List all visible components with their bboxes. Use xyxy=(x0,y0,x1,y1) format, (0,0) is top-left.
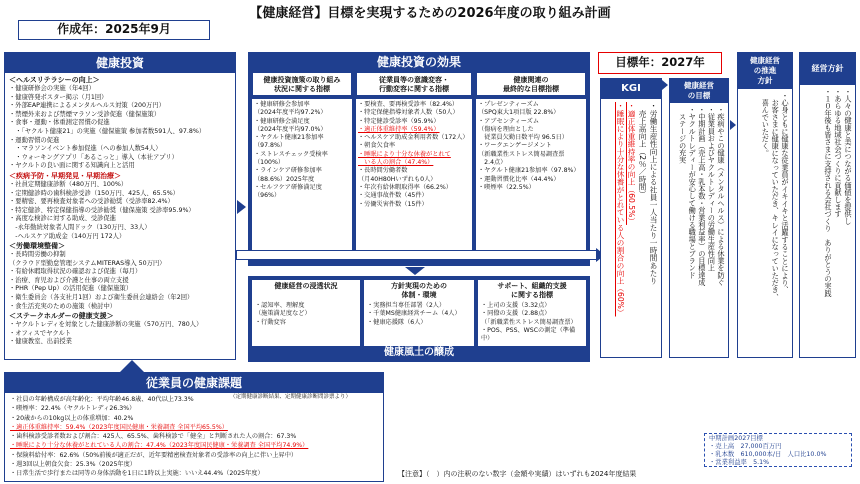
midterm-item: ・乳本数 610,000本/日 人口比10.0% xyxy=(709,451,827,458)
promotion-item: お客さまに健康になっていただき、キレイになっていただき、 xyxy=(771,92,781,301)
effect-item: （2024年度平均97.0%） xyxy=(254,125,327,133)
investment-item: ・ヤクルトの良い面に関する知識向上と活用 xyxy=(9,162,135,170)
employee-issue: ・週3回以上朝食欠食：25.3%（2025年度） xyxy=(10,461,136,469)
effect-card xyxy=(356,72,472,259)
health-investment-header: 健康投資 xyxy=(5,53,235,73)
investment-item: ・長時間労働の抑制 xyxy=(9,251,66,259)
policy-item: ・１０年後も皆さまに支持される会社づくり ありがとうの実践 xyxy=(824,88,833,297)
employee-issue: ・社員の年齢構成が高年齢化：平均年齢46.8歳、40代以上73.3% xyxy=(10,396,194,403)
culture-item: （「新職業性ストレス簡易調査票） xyxy=(481,318,577,326)
policy-item: ・あらゆる地域社会づくりに貢献します xyxy=(834,88,843,218)
employee-issue: ・睡眠により十分な休養がとれている人の割合：47.4%（2023年度国民健康・栄養調査 全国平均74.9%） xyxy=(10,442,309,450)
employee-issue: ・喫煙率：22.4%（ヤクルトレディ26.3%） xyxy=(10,405,136,413)
effect-item: ・健康研修会参加率 xyxy=(254,101,310,108)
effect-item: ・朝食欠食率 xyxy=(358,142,396,150)
investment-item: （クラウド型勤怠管理システムMITERAS導入 50万円） xyxy=(9,259,166,267)
effect-card-title: 健康投資施策の取り組み 状況に関する指標 xyxy=(252,72,352,96)
effects-header: 健康投資の効果 xyxy=(376,55,461,69)
policy-panel xyxy=(799,52,856,358)
effect-item: いる人の割合（47.4%） xyxy=(358,159,434,167)
culture-card-title: 方針実現のための 体制・環境 xyxy=(364,280,474,302)
promotion-panel xyxy=(737,52,793,358)
investment-item: ・禁煙外来および禁煙マラソン受診促進（健保施策） xyxy=(9,110,161,118)
policy-item: ・人々の健康と美につながる価値を提供し xyxy=(844,88,853,225)
midterm-item: ・営業利益率 5.1% xyxy=(709,459,770,466)
investment-item: ・PHR（Pep Up）の活用促進（健保施策） xyxy=(9,285,133,293)
policy-header: 経営方針 xyxy=(800,53,855,85)
effect-item: ・交通事故件数（45件） xyxy=(358,192,428,200)
effect-card-body xyxy=(476,99,586,259)
effect-item: ・ヤクルト健康21参加率（97.8%） xyxy=(478,167,580,175)
goal-body xyxy=(676,103,728,357)
goal-item: ・中期計画（売上高・乳本数・営業利益率）の目標達成 xyxy=(697,106,707,286)
effect-item: （2024年度平均97.2%） xyxy=(254,109,327,117)
midterm-body xyxy=(709,443,847,467)
investment-item: ・定期健診時の歯科検診受診（150万円、425人、65.5%） xyxy=(9,189,179,197)
investment-item: ・衛生委員会（各支社月1回）および衛生委員会連絡会（年2回） xyxy=(9,294,194,302)
page-title: 【健康経営】目標を実現するための2026年度の取り組み計画 xyxy=(249,6,611,21)
investment-item: ・要精密、要再検査対象者への受診勧奨（受診率82.4%） xyxy=(9,198,174,206)
goal-header: 健康経営 の目標 xyxy=(670,79,728,103)
footnote: 【注意】（ ）内の注釈のない数字（金額や実績）はいずれも2024年度結果 xyxy=(398,470,637,478)
effects-cards xyxy=(248,72,590,259)
culture-cards xyxy=(248,276,590,346)
effect-item: ・アブセンティーズム xyxy=(478,117,540,125)
goal-year-box xyxy=(598,52,722,74)
effect-item: ・要検査、要再検受診率（82.4%） xyxy=(358,101,459,108)
investment-item: ・マラソンイベント参加促進（への参加人数54人） xyxy=(9,145,162,153)
effect-item: （97.8%） xyxy=(254,142,287,150)
culture-item: ・千葉MS健康経営チーム（4人） xyxy=(367,310,461,318)
midterm-title: 中期計画2027目標 xyxy=(709,435,763,442)
investment-section-heading: ＜ステークホルダーの健康支援＞ xyxy=(9,312,114,321)
investment-section-heading: ＜労働環境整備＞ xyxy=(9,242,65,251)
kgi-header: KGI xyxy=(601,79,661,99)
effect-item: （傷病を理由とした xyxy=(478,125,534,133)
midterm-item: ・売上高 27,000百万円 xyxy=(709,443,782,450)
effect-item: ・ストレスチェック受検率 xyxy=(254,150,328,158)
culture-item: （施策満足度など） xyxy=(255,310,311,318)
effect-item: （96%） xyxy=(254,192,281,200)
arrow-kgi-to-goal xyxy=(662,80,668,90)
investment-item: ・「ヤクルト健康21」の実施（健保施策 参加者数591人、97.8%） xyxy=(9,127,206,135)
employee-header: 従業員の健康課題 xyxy=(145,376,242,390)
goal-year-header: 目標年：2027年 xyxy=(615,55,705,69)
effect-item: ・ラインケア研修参加率 xyxy=(254,167,322,175)
effect-card-body xyxy=(356,99,472,259)
investment-item: ・食生活充実のための施策（検討中） xyxy=(9,302,117,310)
investment-item: ・社員定期健康診断（480万円、100%） xyxy=(9,180,128,188)
investment-item: ・健康啓発ポスター掲示（月1回） xyxy=(9,93,108,101)
investment-item: -永年勤続対象者人間ドック（130万円、33人） xyxy=(9,223,151,231)
employee-issue: ・日常生活で歩行または同等の身体活動を1日に1時以上実施：いいえ44.4%（2025年度） xyxy=(10,470,264,478)
culture-card xyxy=(252,280,360,346)
effect-item: （新職業性ストレス簡易調査票 xyxy=(478,150,565,158)
investment-item: ・食事・運動・体重測定習慣の促進 xyxy=(9,119,110,127)
employee-header-bar xyxy=(5,373,383,393)
investment-item: ・高度な検診に対する助成、受診促進 xyxy=(9,215,117,223)
culture-item: ・同僚の支援（2.88点） xyxy=(481,310,551,318)
arrow-employee-up xyxy=(120,360,144,372)
culture-panel xyxy=(248,276,590,362)
goal-item: ステージの充実 xyxy=(678,106,688,164)
effects-panel xyxy=(248,52,590,266)
employee-note: （定期健康診断結果、定期健康診断問診票より） xyxy=(230,394,352,400)
kgi-item: ・睡眠により十分な休養がとれている人の割合の向上（60%） xyxy=(616,102,625,317)
goal-item: ・従業員およびヤクルトレディーの労働生産性向上 xyxy=(707,106,717,272)
effect-item: ・プレゼンティーズム xyxy=(478,101,539,108)
effect-item: ・特定保健指導対象者人数（50人） xyxy=(358,109,459,117)
investment-section-heading: ＜疾病予防・早期発見・早期治療＞ xyxy=(9,171,121,180)
effect-item: ・適正体重維持率（59.4%） xyxy=(358,125,440,133)
policy-body xyxy=(821,85,855,351)
effect-item: ・ヤクルト健康21参加率 xyxy=(254,134,324,142)
investment-item: ・有給休暇取得状況の確認および促進（毎月） xyxy=(9,268,142,276)
culture-card xyxy=(364,280,474,346)
investment-item: -ヘルスケア助成金（140万円 172人） xyxy=(9,232,126,240)
culture-item: ・上司の支援（3.32点） xyxy=(481,302,551,309)
employee-body xyxy=(10,395,385,479)
effect-card-title: 健康関連の 最終的な目標指標 xyxy=(476,72,586,96)
goal-item: ・疾病やこの健康（メンタルヘルス）による休業を防ぐ xyxy=(717,106,726,286)
culture-item: ・認知率、理解度 xyxy=(255,302,305,309)
effect-item: （88.6%）2025年度 xyxy=(254,175,315,183)
culture-item: ・POS、PSS、WSCの測定（準備中） xyxy=(481,326,576,343)
effect-item: ・運動習慣化比率（44.4%） xyxy=(478,175,560,183)
effect-item: ・労働災害件数（15件） xyxy=(358,200,428,208)
kgi-item: 売上高向上（2％／時間） xyxy=(638,102,647,199)
investment-item: ・運動習慣の促進 xyxy=(9,136,60,144)
kgi-item: ・適正体重維持率の向上（60.5%） xyxy=(627,102,636,225)
employee-issue: ・歯科検診受診者数および割合：425人、65.5%、歯科検診で「健全」と判断された人の割合：67.3% xyxy=(10,433,297,441)
arrow-to-kgi xyxy=(236,250,596,260)
investment-item: ・治療、育児および介護と仕事の両立支援 xyxy=(9,276,129,284)
investment-item: ・健康研修会の実施（年4回） xyxy=(9,85,95,92)
culture-footer: 健康風土の醸成 xyxy=(384,347,454,358)
effect-item: 従業員欠勤日数平均 96.5日） xyxy=(478,134,568,142)
effect-item: ・ワークエンゲージメント xyxy=(478,142,552,150)
investment-item: ・健康教室、出前授業 xyxy=(9,338,72,346)
kgi-body xyxy=(613,99,661,353)
culture-card-title: サポート、組織的支援 に関する指標 xyxy=(478,280,586,302)
effect-item: （100%） xyxy=(254,159,285,167)
promotion-body xyxy=(759,89,792,351)
effect-item: ・特定健診受診率（95.9%） xyxy=(358,117,440,125)
promotion-item: ・心身ともに健康な従業員がイキイキと活躍することにより、 xyxy=(781,92,790,294)
promotion-item: 喜んでいただく。 xyxy=(761,92,771,157)
effect-item: ・長時間労働者数 xyxy=(358,167,408,175)
arrow-goal-to-promotion xyxy=(730,120,736,130)
investment-item: ・ウォーキングアプリ「あるこっと」導入（本社アプリ） xyxy=(9,153,178,161)
kgi-item: ・労働生産性向上による社員一人当たり一時間あたり xyxy=(649,102,658,285)
effect-item: ・セルフケア研修満足度 xyxy=(254,183,322,191)
culture-item: ・実務担当専任部署（2人） xyxy=(367,302,446,309)
effect-card-title: 従業員等の意識変容・ 行動変容に関する指標 xyxy=(356,72,472,96)
investment-item: ・外部EAP連携によるメンタルヘルス対策（200万円） xyxy=(9,102,165,110)
effect-item: （SPQ東大1項目版 22.8%） xyxy=(478,109,560,117)
promotion-header: 健康経営 の推進 方針 xyxy=(738,53,792,89)
effect-item: ・年次有給休暇取得率（66.2%） xyxy=(358,183,452,191)
employee-issue: ・適正体重維持率：59.4%（2023年度国民健康・栄養調査 全国平均65.5%） xyxy=(10,423,228,431)
investment-item: ・ヤクルトレディを対象とした健康診断の実施（570万円、780人） xyxy=(9,321,203,329)
effect-item: ・喫煙率（22.5%） xyxy=(478,183,535,191)
health-investment-panel xyxy=(4,52,236,360)
effect-item: 2.4点） xyxy=(478,159,507,167)
culture-card xyxy=(478,280,586,346)
investment-item: ・オフィスでヤクルト xyxy=(9,329,72,337)
arrow-investment-to-effects xyxy=(237,200,246,214)
employee-issue: ・保険料給付率：62.6%（50%前後が適正だが、近年要精密検査対象者の受診率の向上に伴い上昇中） xyxy=(10,451,298,459)
culture-card-title: 健康経営の浸透状況 xyxy=(252,280,360,302)
effect-item: ・ヘルスケア助成金利用者数（172人） xyxy=(358,134,469,142)
culture-item: ・行動変容 xyxy=(255,318,286,326)
effect-card xyxy=(476,72,586,259)
health-investment-body xyxy=(5,73,235,349)
employee-issue: ・20歳からの10kg以上の体重増加：40.2% xyxy=(10,414,134,422)
effect-card-body xyxy=(252,99,352,259)
effect-item: （月40H80Hいずれも0人） xyxy=(358,175,437,183)
effect-item: ・睡眠により十分な休養がとれて xyxy=(358,150,451,158)
kgi-panel xyxy=(600,78,662,358)
effect-card xyxy=(252,72,352,259)
investment-item: ・特定健診、特定保健指導の受診勧奨（健保施策 受診率95.9%） xyxy=(9,206,195,214)
investment-section-heading: ＜ヘルスリテラシーの向上＞ xyxy=(9,76,100,84)
arrow-effects-to-culture xyxy=(405,267,425,275)
culture-item: ・健康応援隊（6人） xyxy=(367,318,427,326)
created-date: 作成年：2025年9月 xyxy=(18,20,210,40)
midterm-box xyxy=(704,433,852,467)
effect-item: ・健康研修会満足度 xyxy=(254,117,310,125)
goal-item: ・ヤクルトレディーが安心して働ける職場とブランド xyxy=(688,106,698,279)
goal-panel xyxy=(669,78,729,358)
